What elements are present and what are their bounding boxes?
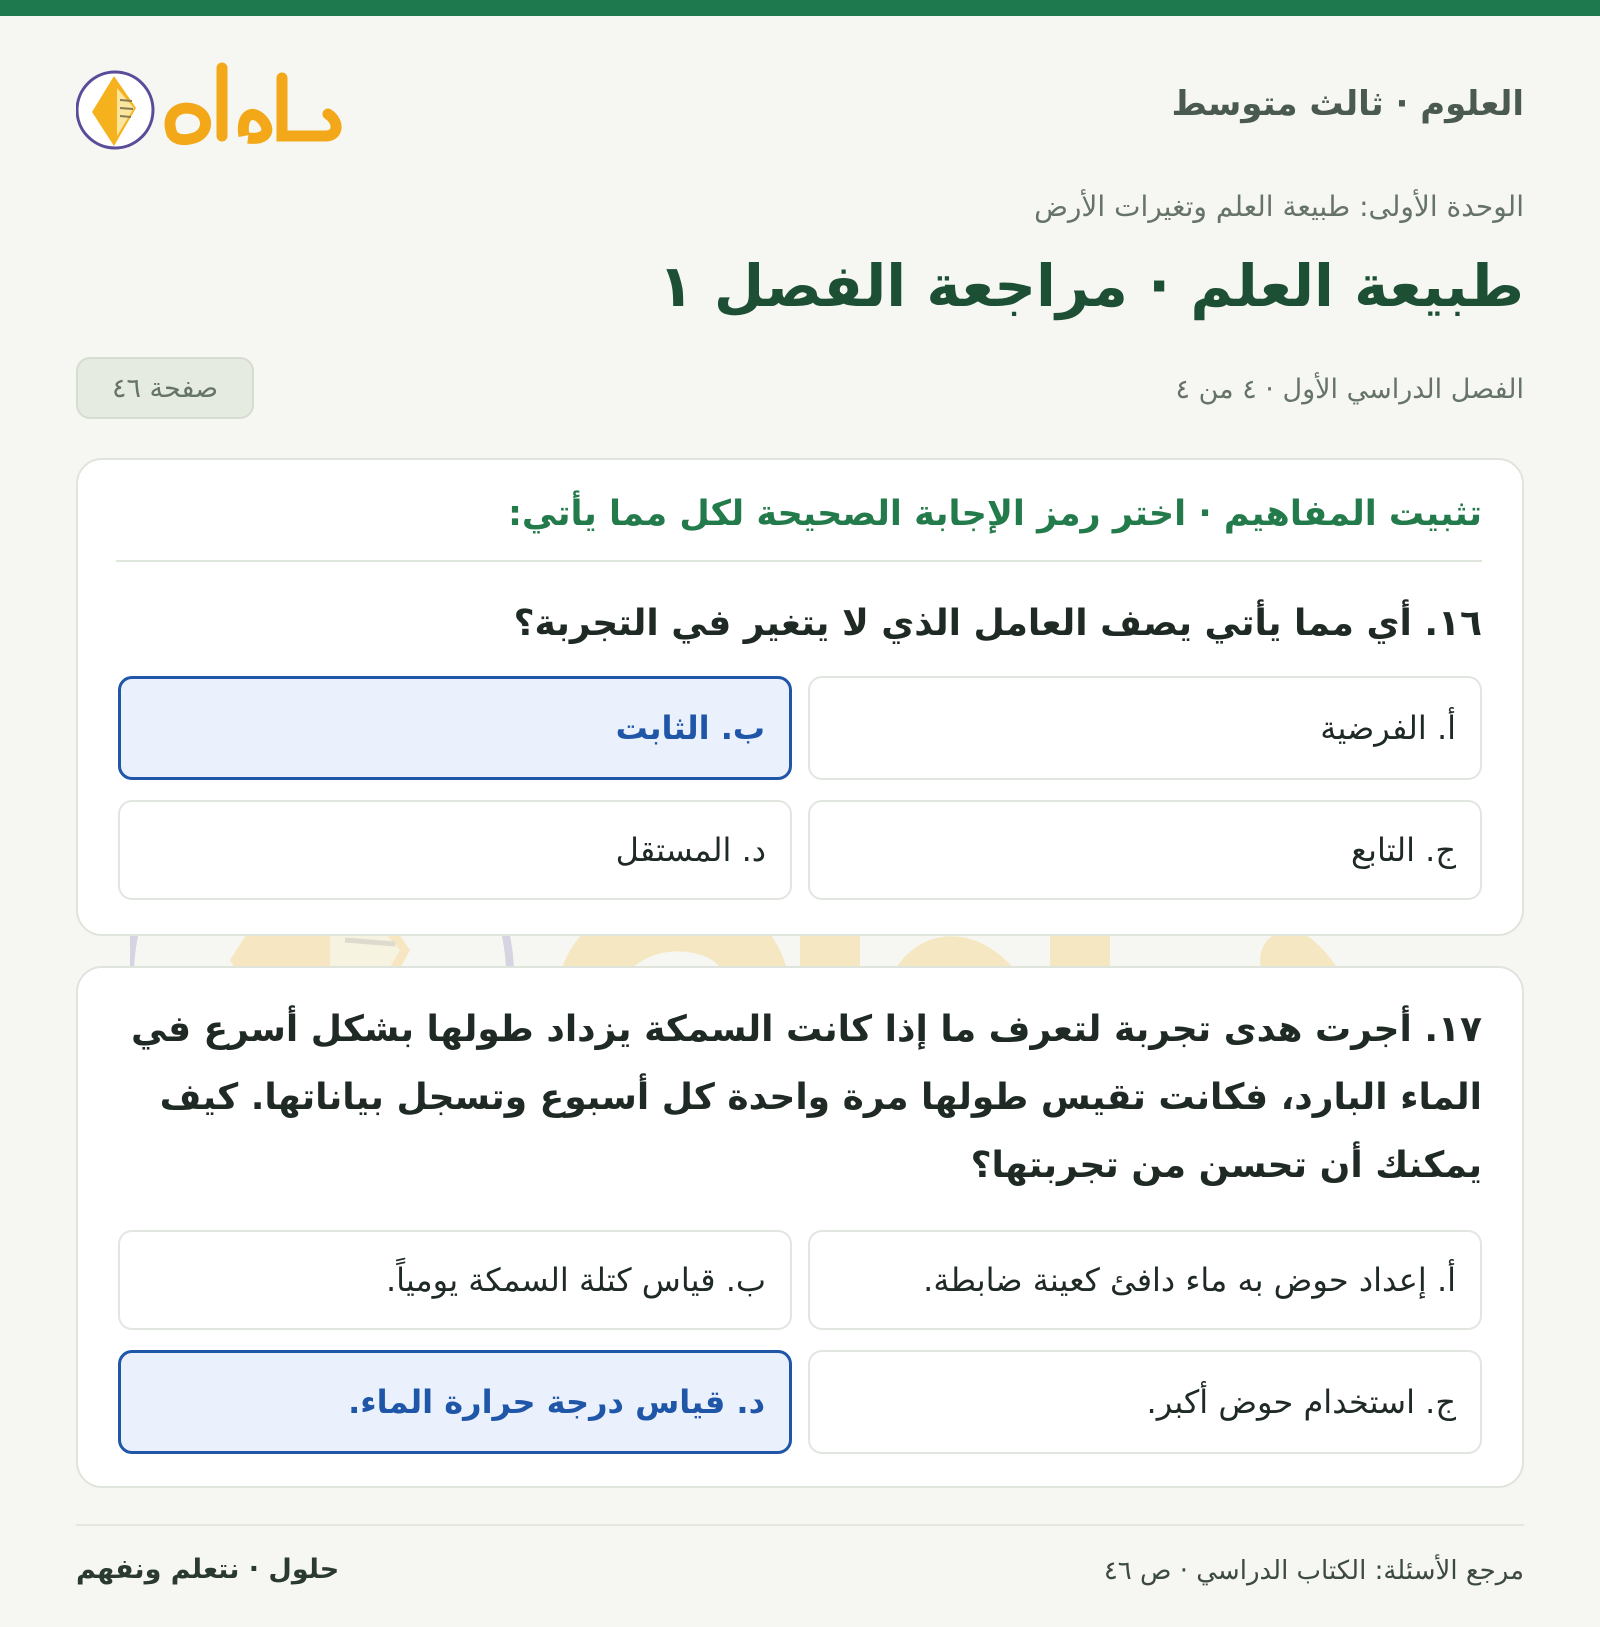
site-logo[interactable] xyxy=(76,54,346,164)
option-d-correct[interactable]: د. قياس درجة حرارة الماء. xyxy=(118,1350,792,1454)
unit-label: الوحدة الأولى: طبيعة العلم وتغيرات الأرض xyxy=(1034,190,1524,223)
page-number-badge: صفحة ٤٦ xyxy=(76,357,254,419)
section-title: تثبيت المفاهيم · اختر رمز الإجابة الصحيحة لكل مما يأتي: xyxy=(507,494,1482,534)
footer-reference: مرجع الأسئلة: الكتاب الدراسي · ص ٤٦ xyxy=(1103,1556,1524,1586)
divider xyxy=(116,560,1482,562)
header xyxy=(76,54,1524,164)
option-d[interactable]: د. المستقل xyxy=(118,800,792,900)
option-b[interactable]: ب. قياس كتلة السمكة يومياً. xyxy=(118,1230,792,1330)
option-c[interactable]: ج. استخدام حوض أكبر. xyxy=(808,1350,1482,1454)
option-a[interactable]: أ. الفرضية xyxy=(808,676,1482,780)
footer-divider xyxy=(76,1524,1524,1526)
option-a[interactable]: أ. إعداد حوض به ماء دافئ كعينة ضابطة. xyxy=(808,1230,1482,1330)
option-c[interactable]: ج. التابع xyxy=(808,800,1482,900)
option-b-correct[interactable]: ب. الثابت xyxy=(118,676,792,780)
question-card-17 xyxy=(76,966,1524,1488)
semester-label: الفصل الدراسي الأول · ٤ من ٤ xyxy=(1175,374,1524,405)
top-accent-bar xyxy=(0,0,1600,16)
subject-heading: العلوم · ثالث متوسط xyxy=(1171,84,1524,124)
page-title: طبيعة العلم · مراجعة الفصل ١ xyxy=(658,252,1524,320)
question-text: ١٧. أجرت هدى تجربة لتعرف ما إذا كانت السمكة يزداد طولها بشكل أسرع في الماء البارد، فكانت تقيس طولها مرة واحدة كل أسبوع وتسجل بياناتها. كيف يمكنك أن تحسن من تجربتها؟ xyxy=(131,1009,1482,1186)
question-card-16 xyxy=(76,458,1524,936)
footer-brand: حلول · نتعلم ونفهم xyxy=(76,1554,340,1585)
question-text: ١٦. أي مما يأتي يصف العامل الذي لا يتغير في التجربة؟ xyxy=(513,603,1482,644)
